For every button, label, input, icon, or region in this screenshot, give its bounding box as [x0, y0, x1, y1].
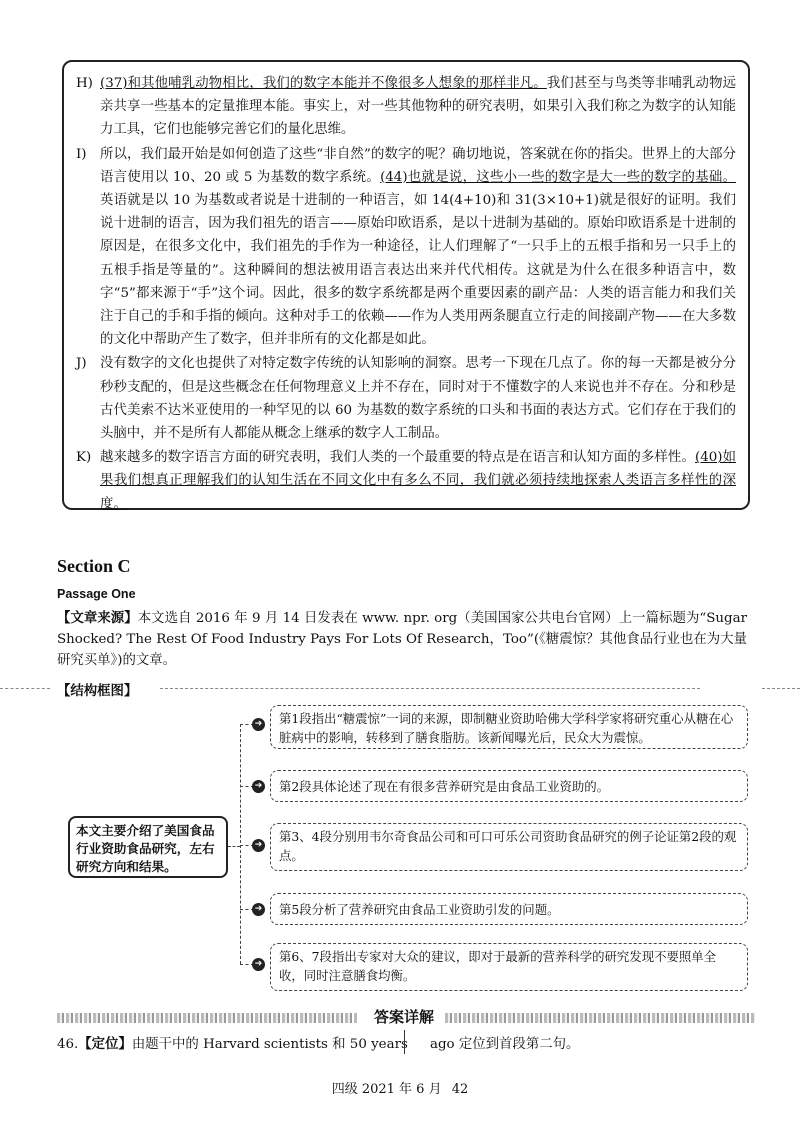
- underlined-answer-sentence: (37)和其他哺乳动物相比，我们的数字本能并不像很多人想象的那样非凡。: [100, 76, 547, 91]
- arrow-right-icon: ➔: [252, 958, 265, 971]
- paragraph-label: H): [76, 76, 93, 91]
- summary-box-2: 第2段具体论述了现在有很多营养研究是由食品工业资助的。: [270, 770, 748, 802]
- paragraph-segment: 没有数字的文化也提供了对特定数字传统的认知影响的洞察。思考一下现在几点了。你的每一天都是被分分秒秒支配的，但是这些概念在任何物理意义上并不存在，同时对于不懂数字的人来说也并不存在。分和秒是古代美索不达米亚使用的一种罕见的以 60 为基数的数字系统的口头和书面的表达方式。它们存在于我们的头脑中，并不是所有人都能从概念上继承的数字人工制品。: [100, 356, 736, 442]
- main-idea-box: 本文主要介绍了美国食品行业资助食品研究，左右研究方向和结果。: [68, 816, 228, 878]
- tree-connector: [228, 846, 240, 847]
- question-text: 由题干中的 Harvard scientists 和 50 years: [131, 1037, 408, 1052]
- structure-frame-title: 【结构框图】: [57, 680, 141, 699]
- page-footer: [0, 1078, 800, 1097]
- divider-mid: [160, 688, 700, 689]
- page-number: 42: [451, 1082, 469, 1097]
- paragraph-text: [100, 352, 736, 445]
- passage-title: Passage One: [57, 587, 136, 601]
- question-number: 46.: [57, 1037, 79, 1052]
- paragraph-segment: 所以，我们最开始是如何创造了这些“非自然”的数字的呢？确切地说，答案就在你的指尖。世界上的大部分语言使用以 10、20 或 5 为基数的数字系统。: [100, 146, 736, 185]
- answer-separator-left: [57, 1013, 357, 1023]
- summary-box-5: 第6、7段指出专家对大众的建议，即对于最新的营养科学的研究发现不要照单全收，同时注意膳食均衡。: [270, 943, 748, 991]
- paragraph-segment: 越来越多的数字语言方面的研究表明，我们人类的一个最重要的特点是在语言和认知方面的多样性。: [100, 450, 695, 466]
- column-divider: [404, 1030, 405, 1054]
- summary-box-4: 第5段分析了营养研究由食品工业资助引发的问题。: [270, 893, 748, 925]
- question-tag: 【定位】: [78, 1036, 132, 1052]
- underlined-answer-sentence: (40)如果我们想真正理解我们的认知生活在不同文化中有多么不同，我们就必须持续地探索人类语言多样性的深度。: [100, 450, 736, 512]
- divider-right: [762, 688, 800, 689]
- question-line: [57, 1033, 408, 1052]
- paragraph-segment: 英语就是以 10 为基数或者说是十进制的一种语言，如 14(4+10)和 31(3×10+1)就是很好的证明。我们说十进制的语言，因为我们祖先的语言——原始印欧语系，是以十进制为基础的。原始印欧语系是十进制的原因是，在很多文化中，我们祖先的手作为一种途径，让人们理解了“一只手上的五根手指和另一只手上的五根手指是等量的”。这种瞬间的想法被用语言表达出来并代代相传。这就是为什么在很多种语言中，数字“5”都来源于“手”这个词。因此，很多的数字系统都是两个重要因素的副产品：人类的语言能力和我们关注于自己的手和手指的倾向。这种对手工的依赖——作为人类用两条腿直立行走的间接副产物——在大多数的文化中帮助产生了数字，但并非所有的文化都是如此。: [100, 193, 736, 348]
- paragraph-text: [100, 143, 736, 352]
- question-continuation: ago 定位到首段第二句。: [430, 1037, 580, 1052]
- arrow-right-icon: ➔: [252, 903, 265, 916]
- answer-heading: 答案详解: [370, 1006, 438, 1027]
- paragraph-text: [100, 446, 736, 516]
- answer-separator-right: [445, 1013, 755, 1023]
- passage-box: [62, 60, 750, 510]
- article-source: [57, 608, 747, 671]
- underlined-answer-sentence: (44)也就是说，这些小一些的数字是大一些的数字的基础。: [380, 169, 736, 185]
- passage-paragraph: [76, 446, 736, 516]
- passage-paragraph: [76, 143, 736, 352]
- passage-paragraph: [76, 72, 736, 142]
- arrow-right-icon: ➔: [252, 839, 265, 852]
- paragraph-label: J): [76, 356, 87, 372]
- section-heading: Section C: [57, 556, 131, 576]
- arrow-right-icon: ➔: [252, 780, 265, 793]
- paragraph-label: K): [76, 450, 92, 466]
- paragraph-segment: 我们甚至与鸟类等非哺乳动物远亲共享一些基本的定量推理本能。事实上，对一些其他物种的研究表明，如果引入我们称之为数字的认知能力工具，它们也能够完善它们的量化思维。: [100, 76, 736, 138]
- passage-paragraph: [76, 352, 736, 445]
- summary-box-1: 第1段指出“糖震惊”一词的来源，即制糖业资助哈佛大学科学家将研究重心从糖在心脏病中的影响，转移到了膳食脂肪。该新闻曝光后，民众大为震惊。: [270, 705, 748, 749]
- source-text: 本文选自 2016 年 9 月 14 日发表在 www. npr. org（美国国家公共电台官网）上一篇标题为“Sugar Shocked? The Rest Of Food Industry Pays For Lots Of Research，Too”(《糖震惊？其他食品行业也在为大量研究买单》)的文章。: [57, 611, 748, 668]
- source-label: 【文章来源】: [57, 610, 138, 626]
- tree-trunk: [240, 724, 241, 964]
- divider-left: [0, 688, 50, 689]
- paragraph-label: I): [76, 146, 87, 162]
- summary-box-3: 第3、4段分别用韦尔奇食品公司和可口可乐公司资助食品研究的例子论证第2段的观点。: [270, 823, 748, 871]
- footer-exam: 四级 2021 年 6 月: [331, 1082, 442, 1097]
- paragraph-text: [100, 72, 736, 142]
- arrow-right-icon: ➔: [252, 718, 265, 731]
